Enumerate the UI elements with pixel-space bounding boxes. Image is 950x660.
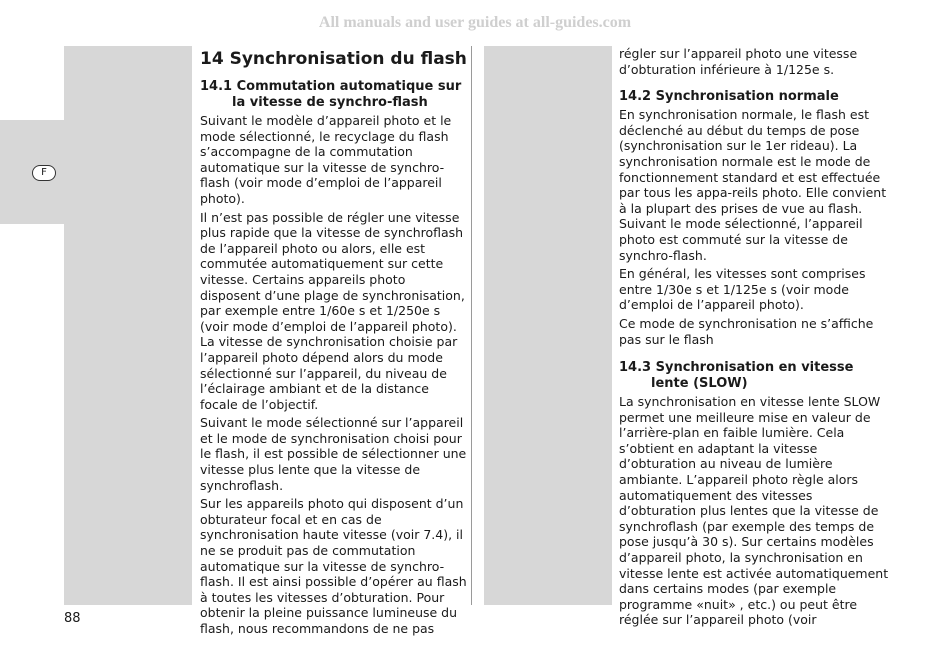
left-margin-band (64, 46, 192, 605)
section-title: 14 Synchronisation du flash (200, 49, 467, 69)
right-column (619, 46, 889, 631)
subsection-heading-14-2: 14.2 Synchronisation normale (619, 89, 839, 105)
paragraph: En synchronisation normale, le flash est déclenché au début du temps de pose (synchronisation sur le 1er rideau). La synchronisation normale est le mode de fonctionnement standard et est effectuée par tous les appa-reils photo. Elle convient à la plupart des prises de vue au flash. Suivant le mode sélectionné, l’appareil photo est commuté sur la vitesse de synchro-flash. (619, 107, 887, 263)
right-margin-band (484, 46, 612, 605)
paragraph: Sur les appareils photo qui disposent d’un obturateur focal et en cas de synchronisation haute vitesse (voir 7.4), il ne se produit pas de commutation automatique sur la vitesse de synchro-flash. Il est ainsi possible d’opérer au flash à toutes les vitesses d’obturation. Pour obtenir la pleine puissance lumineuse du flash, nous recommandons de ne pas (200, 496, 467, 636)
subsection-heading-14-1: 14.1 Commutation automatique sur la vitesse de synchro-flash (200, 79, 462, 110)
paragraph: Ce mode de synchronisation ne s’affiche pas sur le flash (619, 315, 874, 347)
paragraph: Il n’est pas possible de régler une vitesse plus rapide que la vitesse de synchroflash de l’appareil photo ou alors, elle est commutée automatiquement sur cette vitesse. Certains appareils photo disposent d’une plage de synchronisation, par exemple entre 1/60e s et 1/250e s (voir mode d’emploi de l’appareil photo). La vitesse de synchronisation choisie par l’appareil photo dépend alors du mode sélectionné sur l’appareil, du niveau de l’éclairage ambiant et de la distance focale de l’objectif. (200, 209, 465, 412)
paragraph: Suivant le modèle d’appareil photo et le mode sélectionné, le recyclage du flash s’accompagne de la commutation automatique sur la vitesse de synchro-flash (voir mode d’emploi de l’appareil photo). (200, 113, 452, 206)
watermark-text: All manuals and user guides at all-guides.com (318, 14, 632, 31)
left-column (200, 46, 468, 640)
paragraph: En général, les vitesses sont comprises entre 1/30e s et 1/125e s (voir mode d’emploi de l’appareil photo). (619, 266, 866, 313)
paragraph: La synchronisation en vitesse lente SLOW permet une meilleure mise en valeur de l’arrière-plan en faible lumière. Cela s’obtient en adaptant la vitesse d’obturation au niveau de lumière ambiante. L’appareil photo règle alors automatiquement des vitesses d’obturation plus lentes que la vitesse de synchroflash (par exemple des temps de pose jusqu’à 30 s). Sur certains modèles d’appareil photo, la synchronisation en vitesse lente est activée automatiquement dans certains modes (par exemple programme «nuit» , etc.) ou peut être réglée sur l’appareil photo (voir (619, 394, 889, 628)
language-badge: F (32, 165, 56, 181)
paragraph: régler sur l’appareil photo une vitesse d’obturation inférieure à 1/125e s. (619, 46, 858, 77)
paragraph: Suivant le mode sélectionné sur l’appareil et le mode de synchronisation choisi pour le flash, il est possible de sélectionner une vitesse plus lente que la vitesse de synchroflash. (200, 415, 467, 493)
page-number: 88 (64, 611, 81, 626)
subsection-heading-14-3: 14.3 Synchronisation en vitesse lente (SLOW) (619, 360, 854, 392)
column-divider (471, 46, 472, 605)
